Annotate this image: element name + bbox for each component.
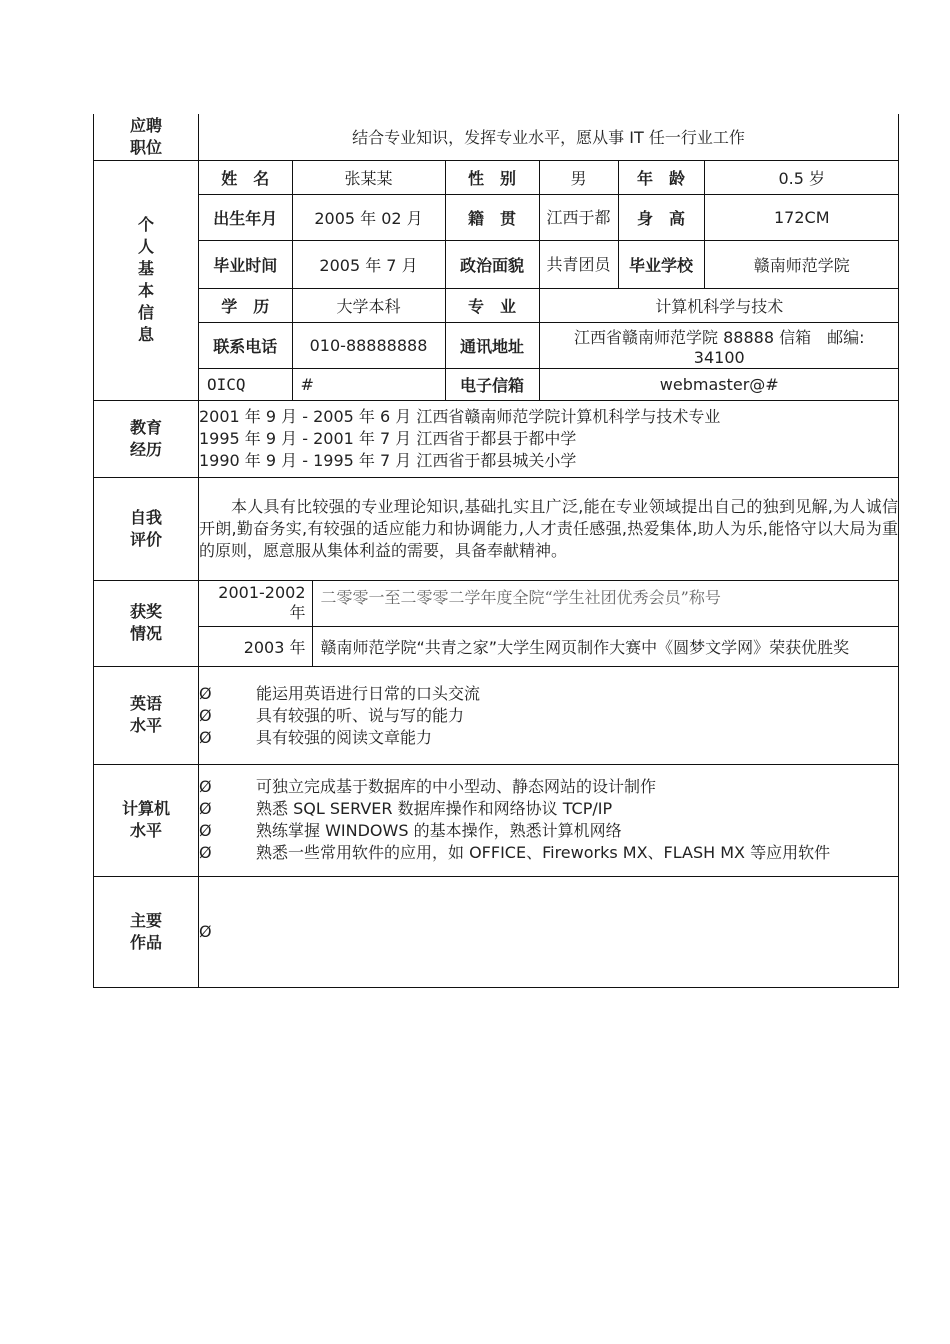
bullet-icon: Ø: [199, 921, 212, 941]
oicq-label: OICQ: [199, 369, 292, 400]
gender-label: 性 别: [445, 161, 539, 195]
major-value: 计算机科学与技术: [539, 289, 899, 323]
name-value: 张某某: [292, 161, 445, 195]
degree-value: 大学本科: [292, 289, 445, 323]
awards-label-line1: 获奖: [129, 602, 162, 621]
computer-row: [94, 764, 899, 876]
english-item: [199, 727, 898, 749]
award-text: 赣南师范学院“共青之家”大学生网页制作大赛中《圆梦文学网》荣获优胜奖: [312, 627, 899, 666]
works-list: [199, 876, 899, 987]
self-eval-label: [94, 477, 199, 580]
bullet-icon: Ø: [199, 705, 212, 725]
school-value: 赣南师范学院: [704, 241, 899, 289]
oicq-value: #: [292, 369, 445, 400]
english-item-text: 能运用英语进行日常的口头交流: [256, 683, 481, 703]
education-label: [94, 400, 199, 477]
self-eval-label-line1: 自我: [129, 507, 162, 527]
bullet-icon: Ø: [199, 820, 212, 840]
education-list: [199, 400, 899, 477]
address-label: 通讯地址: [445, 323, 539, 369]
awards-row: [94, 580, 899, 666]
computer-item-text: 熟悉一些常用软件的应用，如 OFFICE、Fireworks MX、FLASH MX 等应用软件: [256, 842, 831, 862]
english-item: [199, 683, 898, 705]
name-label: 姓 名: [199, 161, 292, 195]
job-value: 结合专业知识，发挥专业水平，愿从事 IT 任一行业工作: [199, 114, 899, 160]
award-year: 2001-2002 年: [199, 581, 312, 627]
works-label: [94, 876, 199, 987]
education-label-line2: 经历: [129, 439, 162, 459]
english-item: [199, 705, 898, 727]
email-label: 电子信箱: [445, 369, 539, 400]
job-label-line1: 应聘: [129, 115, 162, 135]
english-item-text: 具有较强的阅读文章能力: [256, 727, 433, 747]
personal-label: [94, 160, 199, 400]
gender-value: 男: [539, 161, 618, 195]
birth-value: 2005 年 02 月: [292, 195, 445, 241]
english-item-text: 具有较强的听、说与写的能力: [256, 705, 465, 725]
bullet-icon: Ø: [199, 798, 212, 818]
age-value: 0.5 岁: [704, 161, 899, 195]
job-label-line2: 职位: [129, 137, 162, 157]
job-label: [94, 114, 199, 160]
works-label-line1: 主要: [129, 910, 162, 930]
english-label-line2: 水平: [129, 716, 162, 735]
award-item: [199, 627, 899, 666]
personal-label-char: 信: [137, 303, 154, 322]
political-value: 共青团员: [539, 241, 618, 289]
awards-label-line2: 情况: [129, 624, 162, 643]
phone-value: 010-88888888: [292, 323, 445, 369]
self-eval-label-line2: 评价: [129, 529, 162, 549]
awards-list: [199, 580, 899, 666]
english-label: [94, 666, 199, 764]
computer-list: [199, 764, 899, 876]
personal-label-char: 本: [137, 281, 154, 300]
degree-label: 学 历: [199, 289, 292, 323]
works-label-line2: 作品: [129, 932, 162, 952]
award-text: 二零零一至二零零二学年度全院“学生社团优秀会员”称号: [312, 581, 899, 627]
computer-label-line2: 水平: [129, 821, 162, 840]
grad-time-label: 毕业时间: [199, 241, 292, 289]
personal-label-char: 人: [137, 237, 154, 256]
school-label: 毕业学校: [618, 241, 704, 289]
awards-label: [94, 580, 199, 666]
computer-item: [199, 776, 898, 798]
award-year: 2003 年: [199, 627, 312, 666]
phone-label: 联系电话: [199, 323, 292, 369]
address-value: 江西省赣南师范学院 88888 信箱 邮编: 34100: [539, 323, 899, 369]
english-label-line1: 英语: [129, 694, 162, 713]
bullet-icon: Ø: [199, 727, 212, 747]
bullet-icon: Ø: [199, 776, 212, 796]
height-value: 172CM: [704, 195, 899, 241]
computer-item-text: 熟练掌握 WINDOWS 的基本操作，熟悉计算机网络: [256, 820, 622, 840]
personal-label-char: 息: [137, 325, 154, 344]
self-eval-row: [94, 477, 899, 580]
job-row: [94, 114, 899, 160]
computer-item: [199, 842, 898, 864]
personal-label-char: 基: [137, 259, 154, 278]
award-item: [199, 581, 899, 627]
birth-label: 出生年月: [199, 195, 292, 241]
computer-label-line1: 计算机: [121, 799, 170, 818]
personal-row: [94, 160, 899, 400]
bullet-icon: Ø: [199, 842, 212, 862]
native-value: 江西于都: [539, 195, 618, 241]
computer-item: [199, 798, 898, 820]
resume-table: [93, 114, 899, 988]
political-label: 政治面貌: [445, 241, 539, 289]
height-label: 身 高: [618, 195, 704, 241]
email-value: webmaster@#: [539, 369, 899, 400]
major-label: 专 业: [445, 289, 539, 323]
grad-time-value: 2005 年 7 月: [292, 241, 445, 289]
self-eval-text: 本人具有比较强的专业理论知识,基础扎实且广泛,能在专业领域提出自己的独到见解,为人诚信开朗,勤奋务实,有较强的适应能力和协调能力,人才责任感强,热爱集体,助人为乐,能恪守以大局为重的原则，愿意服从集体利益的需要，具备奉献精神。: [199, 477, 899, 580]
education-label-line1: 教育: [129, 417, 162, 437]
native-label: 籍 贯: [445, 195, 539, 241]
education-item: 1995 年 9 月 - 2001 年 7 月 江西省于都县于都中学: [199, 428, 577, 448]
english-list: [199, 666, 899, 764]
computer-label: [94, 764, 199, 876]
computer-item: [199, 820, 898, 842]
works-item: [199, 921, 898, 943]
works-row: [94, 876, 899, 987]
personal-info: [199, 160, 899, 400]
english-row: [94, 666, 899, 764]
bullet-icon: Ø: [199, 683, 212, 703]
personal-label-char: 个: [137, 215, 154, 234]
resume-document: [93, 114, 898, 988]
computer-item-text: 可独立完成基于数据库的中小型动、静态网站的设计制作: [256, 776, 657, 796]
education-item: 2001 年 9 月 - 2005 年 6 月 江西省赣南师范学院计算机科学与技术专业: [199, 406, 721, 426]
education-row: [94, 400, 899, 477]
personal-table: [199, 161, 899, 400]
computer-item-text: 熟悉 SQL SERVER 数据库操作和网络协议 TCP/IP: [256, 798, 613, 818]
awards-table: [199, 581, 899, 666]
age-label: 年 龄: [618, 161, 704, 195]
education-item: 1990 年 9 月 - 1995 年 7 月 江西省于都县城关小学: [199, 450, 577, 470]
